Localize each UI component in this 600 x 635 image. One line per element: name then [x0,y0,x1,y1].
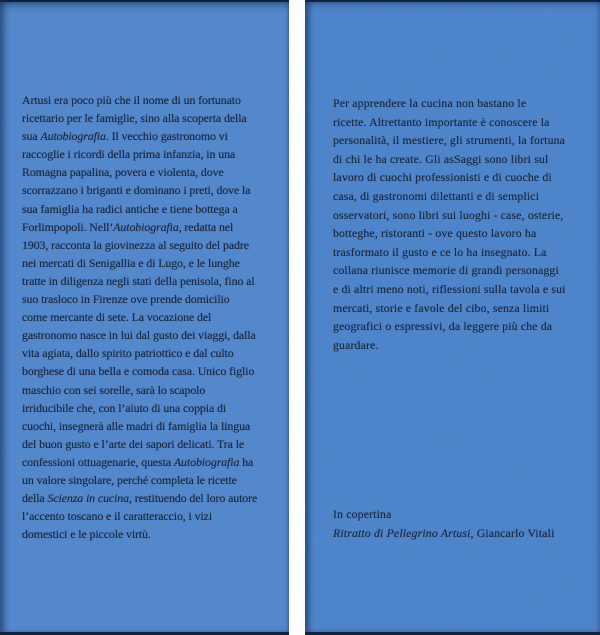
text-line: trasformato il gusto e ce lo ha insegnato. La [333,244,547,259]
left-flap-blurb [22,91,289,543]
text-line: Romagna papalina, povera e violenta, dove [22,165,224,180]
text-line: l’accento toscano e il caratteraccio, i vizi [22,509,213,524]
text-line: vita agiata, dallo spirito patriottico e dal culto [22,346,234,361]
text-line: collana riunisce memorie di grandi personaggi [333,263,559,278]
text-line: nei mercati di Senigallia e di Lugo, e le lunghe [22,255,240,270]
text-line: osservatori, sono libri sui luoghi - case, osterie, [333,207,564,222]
text-line: lavoro di cuochi professionisti e di cuoche di [333,170,552,185]
text-line: borghese di una bella e comoda casa. Unico figlio [22,364,255,379]
text-line: scorrazzano i briganti e dominano i preti, dove la [22,183,251,198]
text-line: domestici e le piccole virtù. [22,527,151,542]
right-flap-blurb [333,94,600,354]
text-line: In copertina [333,507,392,522]
text-line: ricettario per le famiglie, sino alla scoperta della [22,111,247,126]
text-line: come mercante di sete. La vocazione del [22,310,212,325]
cover-credit [333,505,600,542]
text-line: casa, di gastronomi dilettanti e di semplici [333,188,540,203]
text-line: sua Autobiografia. Il vecchio gastronomo vi [22,129,228,144]
text-line: cuochi, insegnerà alle madri di famiglia la lingua [22,418,251,433]
text-line: tratte in diligenza negli stati della penisola, fino al [22,273,255,288]
text-line: geografici o espressivi, da leggere più che da [333,319,553,334]
left-flap [0,0,289,635]
text-line: 1903, racconta la giovinezza al seguito del padre [22,237,249,252]
text-line: Forlimpopoli. Nell’Autobiografia, redatta nel [22,219,234,234]
text-line: suo trasloco in Firenze ove prende domicilio [22,292,230,307]
flap-gutter [289,0,305,635]
text-line: raccoglie i ricordi della prima infanzia, in una [22,147,236,162]
text-line: gastronomo nasce in lui dal gusto dei viaggi, dalla [22,328,256,343]
text-line: mercati, storie e favole del cibo, senza limiti [333,300,550,315]
text-line: irriducibile che, con l’aiuto di una coppia di [22,400,227,415]
text-line: botteghe, ristoranti - ove questo lavoro ha [333,226,537,241]
text-line: Ritratto di Pellegrino Artusi, Giancarlo Vitali [333,525,555,540]
text-line: e di altri meno noti, riflessioni sulla tavola e sui [333,281,566,296]
text-line: della Scienza in cucina, restituendo del loro autore [22,491,258,506]
right-flap [305,0,600,635]
text-line: maschio con sei sorelle, sarà lo scapolo [22,382,206,397]
text-line: di chi le ha create. Gli asSaggi sono libri sul [333,151,549,166]
text-line: ricette. Altrettanto importante è conoscere la [333,114,550,129]
text-line: del buon gusto e l’arte dei sapori delicati. Tra le [22,436,245,451]
text-line: sua famiglia ha radici antiche e tiene bottega a [22,201,238,216]
text-line: Per apprendere la cucina non bastano le [333,96,527,110]
text-line: un valore singolare, perché completa le ricette [22,472,237,487]
text-line: guardare. [333,337,379,352]
text-line: confessioni ottuagenarie, questa Autobiografia ha [22,454,254,469]
text-line: Artusi era poco più che il nome di un fortunato [22,93,241,107]
text-line: personalità, il mestiere, gli strumenti, la fortuna [333,133,566,148]
